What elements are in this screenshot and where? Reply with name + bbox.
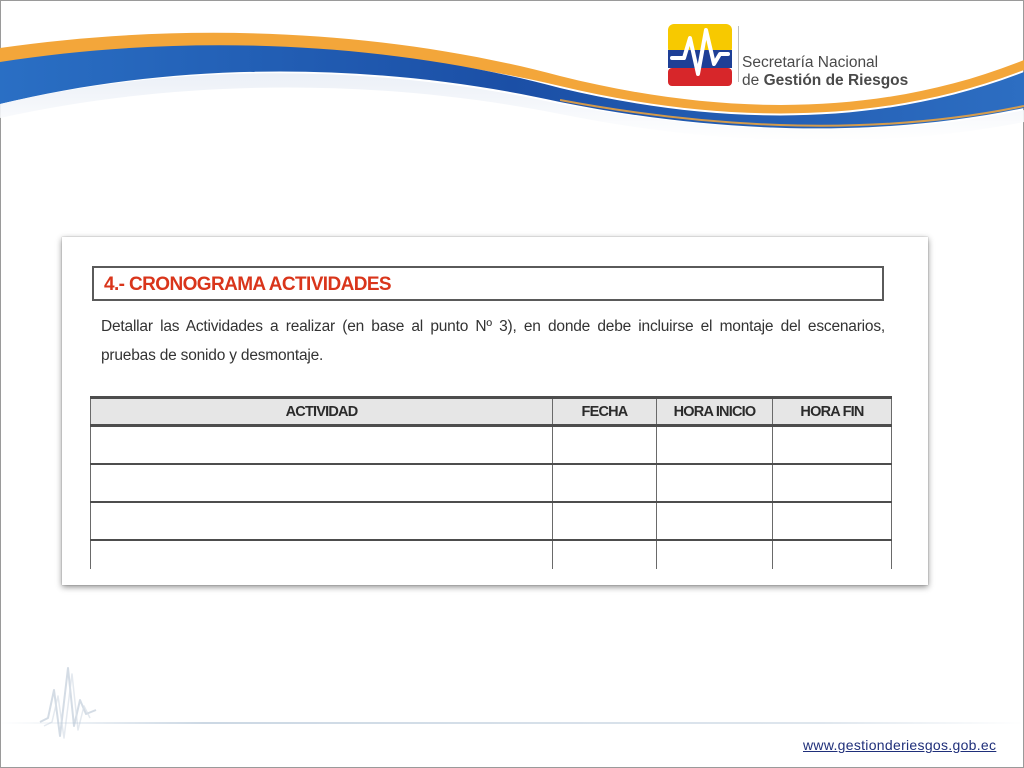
footer-website-link[interactable]: www.gestionderiesgos.gob.ec bbox=[803, 737, 997, 753]
table-cell-fecha bbox=[553, 502, 657, 540]
table-cell-actividad bbox=[91, 426, 553, 465]
table-cell-actividad bbox=[91, 540, 553, 569]
table-cell-hora-fin bbox=[773, 464, 892, 502]
column-header-hora-fin: HORA FIN bbox=[773, 398, 892, 426]
table-row bbox=[91, 502, 892, 540]
table-cell-hora-fin bbox=[773, 540, 892, 569]
logo-line2 bbox=[742, 72, 908, 90]
logo-line2-prefix: de bbox=[742, 72, 764, 89]
table-cell-hora-inicio bbox=[657, 464, 773, 502]
table-cell-hora-inicio bbox=[657, 426, 773, 465]
section-title: 4.- CRONOGRAMA ACTIVIDADES bbox=[104, 274, 391, 295]
logo-text bbox=[742, 54, 908, 90]
table-header-row bbox=[91, 398, 892, 426]
document-card bbox=[62, 237, 928, 585]
column-header-hora-inicio: HORA INICIO bbox=[657, 398, 773, 426]
table-cell-actividad bbox=[91, 502, 553, 540]
table-cell-hora-fin bbox=[773, 426, 892, 465]
logo-divider bbox=[738, 26, 739, 82]
table-cell-actividad bbox=[91, 464, 553, 502]
section-description: Detallar las Actividades a realizar (en base al punto Nº 3), en donde debe incluirse el montaje del escenarios, pruebas de sonido y desmontaje. bbox=[101, 318, 885, 364]
table-cell-hora-inicio bbox=[657, 502, 773, 540]
secretaria-logo bbox=[666, 22, 911, 90]
table-row bbox=[91, 540, 892, 569]
table-cell-fecha bbox=[553, 540, 657, 569]
heartbeat-wave-icon bbox=[38, 660, 98, 740]
table-cell-hora-fin bbox=[773, 502, 892, 540]
ecuador-flag-heartbeat-icon bbox=[668, 24, 732, 86]
logo-line1: Secretaría Nacional bbox=[742, 54, 879, 71]
table-cell-fecha bbox=[553, 426, 657, 465]
section-title-box bbox=[92, 266, 884, 301]
activity-schedule-table bbox=[90, 396, 892, 569]
table-row bbox=[91, 426, 892, 465]
table-cell-hora-inicio bbox=[657, 540, 773, 569]
table-cell-fecha bbox=[553, 464, 657, 502]
column-header-actividad: ACTIVIDAD bbox=[91, 398, 553, 426]
logo-line2-bold: Gestión de Riesgos bbox=[763, 72, 909, 89]
footer-divider bbox=[0, 722, 1024, 724]
table-row bbox=[91, 464, 892, 502]
column-header-fecha: FECHA bbox=[553, 398, 657, 426]
